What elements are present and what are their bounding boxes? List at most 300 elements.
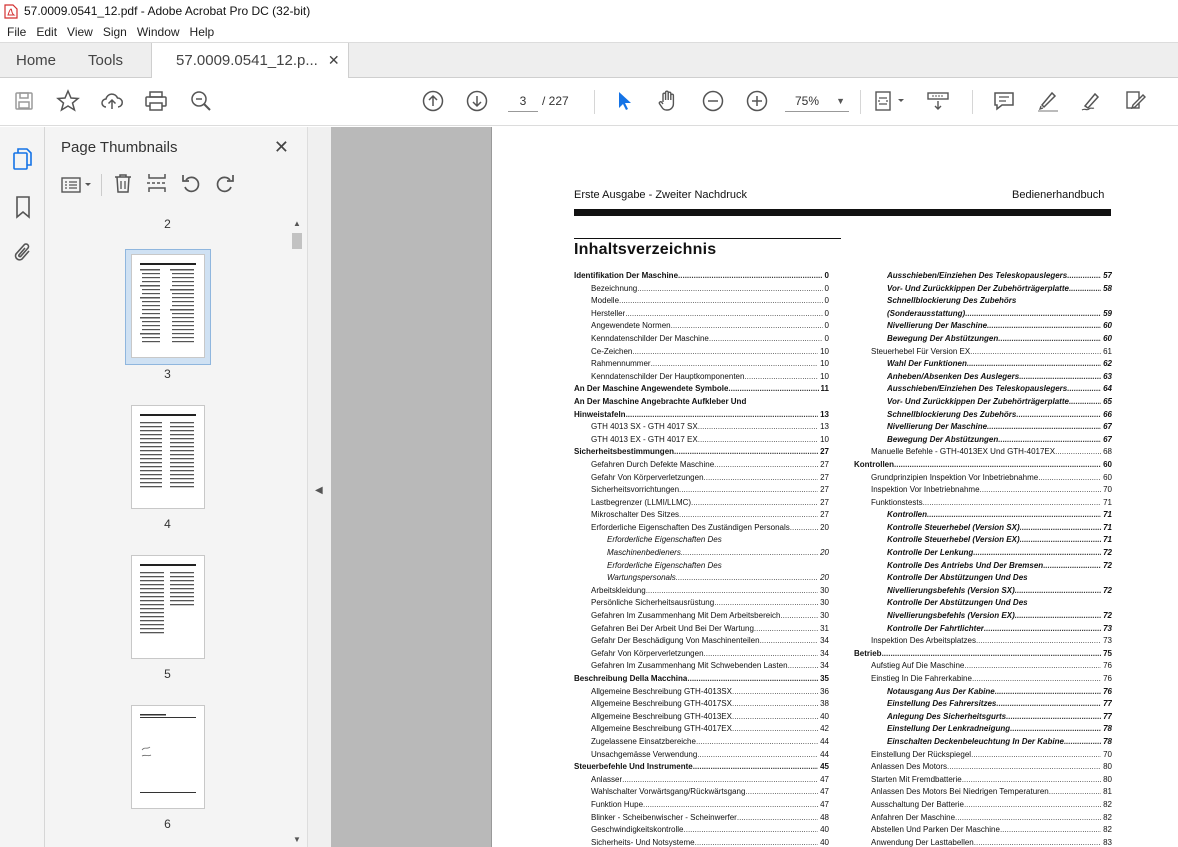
toc-entry[interactable] <box>854 560 1112 573</box>
toc-page-number: 82 <box>1103 825 1112 835</box>
page-total: / 227 <box>542 94 569 108</box>
page-thumbnail-3[interactable] <box>131 254 205 358</box>
toc-entry[interactable] <box>574 799 829 812</box>
toc-leader-dots <box>732 711 818 724</box>
toc-entry[interactable] <box>854 320 1112 333</box>
toc-leader-dots <box>637 283 822 296</box>
window-title: 57.0009.0541_12.pdf - Adobe Acrobat Pro DC (32-bit) <box>24 4 311 18</box>
scroll-mode-icon[interactable] <box>925 88 951 114</box>
upload-cloud-icon[interactable] <box>99 88 125 114</box>
toc-entry[interactable] <box>854 295 1112 308</box>
toc-column-left <box>574 270 829 847</box>
toc-entry[interactable] <box>854 270 1112 283</box>
toc-entry[interactable] <box>854 610 1112 623</box>
toc-entry-title: Bewegung Der Abstützungen <box>887 333 999 343</box>
toc-entry[interactable] <box>574 660 829 673</box>
toc-entry[interactable] <box>574 761 829 774</box>
toc-leader-dots <box>697 749 818 762</box>
toc-entry[interactable] <box>854 383 1112 396</box>
title-bar <box>0 0 1178 22</box>
toc-leader-dots <box>643 799 818 812</box>
toolbar-divider <box>860 90 861 114</box>
toc-entry[interactable] <box>574 472 829 485</box>
toc-entry[interactable] <box>854 736 1112 749</box>
toc-entry-title: Ausschieben/Einziehen Des Teleskopauslegers <box>887 384 1068 394</box>
toc-entry-title: Wahlschalter Vorwärtsgang/Rückwärtsgang <box>591 787 746 797</box>
toc-leader-dots <box>693 761 818 774</box>
toc-entry[interactable] <box>574 333 829 346</box>
hand-tool-icon[interactable] <box>655 88 681 114</box>
toc-leader-dots <box>671 320 823 333</box>
select-cursor-icon[interactable] <box>612 88 638 114</box>
toc-leader-dots <box>737 812 818 825</box>
highlight-pen-icon[interactable] <box>1035 88 1061 114</box>
toc-entry-title: Kontrolle Der Abstützungen Und Des <box>887 598 1028 608</box>
toc-entry-title: Einstellung Der Rückspiegel <box>871 749 972 759</box>
toc-entry[interactable] <box>574 837 829 847</box>
thumbnail-label: 6 <box>164 817 171 831</box>
toc-page-number: 60 <box>1103 472 1112 482</box>
panel-toolbar <box>45 167 307 203</box>
page-thumbnail-5[interactable] <box>131 555 205 659</box>
toc-page-number: 20 <box>820 522 829 532</box>
toc-entry[interactable] <box>574 673 829 686</box>
toc-page-number: 0 <box>824 308 829 318</box>
toc-entry[interactable] <box>574 711 829 724</box>
toc-page-number: 71 <box>1103 535 1112 545</box>
toc-entry[interactable] <box>574 459 829 472</box>
toc-leader-dots <box>714 459 818 472</box>
toc-entry-title: Betrieb <box>854 648 882 658</box>
toc-page-number: 0 <box>824 283 829 293</box>
toc-leader-dots <box>687 673 818 686</box>
toc-leader-dots <box>622 774 818 787</box>
toc-entry-title: Wartungspersonals <box>607 573 676 583</box>
toc-entry[interactable] <box>574 648 829 661</box>
toc-entry-title: Inspektion Des Arbeitsplatzes <box>871 636 976 646</box>
toc-entry[interactable] <box>574 547 829 560</box>
toc-leader-dots <box>732 698 818 711</box>
toc-page-number: 57 <box>1103 271 1112 280</box>
toc-page-number: 27 <box>820 447 829 457</box>
toc-entry[interactable] <box>854 283 1112 296</box>
toc-entry-title: An Der Maschine Angewendete Symbole <box>574 384 729 394</box>
extract-pages-icon[interactable] <box>146 172 168 199</box>
toc-entry[interactable] <box>574 383 829 396</box>
toc-entry[interactable] <box>854 409 1112 422</box>
toc-entry[interactable] <box>854 446 1112 459</box>
toc-entry-title: Anlasser <box>591 774 623 784</box>
toc-entry[interactable] <box>574 421 829 434</box>
toc-entry[interactable] <box>854 585 1112 598</box>
toc-page-number: 36 <box>820 686 829 696</box>
scroll-down-icon[interactable]: ▼ <box>293 835 301 844</box>
menu-bar <box>0 22 1178 42</box>
toc-leader-dots <box>947 761 1101 774</box>
toc-entry[interactable] <box>574 446 829 459</box>
toc-entry[interactable] <box>854 597 1112 610</box>
toc-entry-title: Kontrolle Der Lenkung <box>887 548 974 558</box>
toc-leader-dots <box>684 824 819 837</box>
toc-entry[interactable] <box>574 698 829 711</box>
toc-entry[interactable] <box>574 635 829 648</box>
toc-page-number: 72 <box>1103 560 1112 570</box>
toc-entry-title: Gefahren Im Zusammenhang Mit Schwebenden Lasten <box>591 661 788 671</box>
toc-leader-dots <box>698 421 818 434</box>
toc-leader-dots <box>626 409 819 422</box>
toc-leader-dots <box>996 698 1101 711</box>
toc-leader-dots <box>681 547 818 560</box>
panel-divider <box>101 174 102 196</box>
menu-edit[interactable]: Edit <box>36 25 58 39</box>
toc-entry[interactable] <box>854 686 1112 699</box>
toc-leader-dots <box>1015 610 1101 623</box>
toc-entry[interactable] <box>574 320 829 333</box>
toc-entry-title: Persönliche Sicherheitsausrüstung <box>591 598 715 608</box>
toc-entry-title: Kontrollen <box>887 510 927 520</box>
toc-entry[interactable] <box>854 396 1112 409</box>
toc-entry-title: Vor- Und Zurückkippen Der Zubehörträgerplatte <box>887 283 1069 293</box>
toc-leader-dots <box>744 371 818 384</box>
toc-page-number: 62 <box>1103 359 1112 369</box>
thumbnail-scrollbar[interactable] <box>290 219 304 847</box>
toc-entry-title: Angewendete Normen <box>591 321 671 331</box>
toc-leader-dots <box>1016 409 1101 422</box>
toc-leader-dots <box>754 623 818 636</box>
toc-entry[interactable] <box>854 824 1112 837</box>
toc-entry[interactable] <box>854 761 1112 774</box>
toc-entry[interactable] <box>854 837 1112 847</box>
bookmark-star-icon[interactable] <box>55 88 81 114</box>
toc-entry-title: Gefahr Von Körperverletzungen <box>591 648 704 658</box>
toc-page-number: 10 <box>820 371 829 381</box>
scrollbar-thumb[interactable] <box>292 233 302 249</box>
toc-entry-title: Grundprinzipien Inspektion Vor Inbetriebnahme <box>871 472 1039 482</box>
menu-help[interactable]: Help <box>189 25 215 39</box>
page-thumbnails-panel <box>45 127 307 847</box>
panel-title: Page Thumbnails <box>61 138 178 156</box>
toc-page-number: 13 <box>820 422 829 432</box>
menu-view[interactable]: View <box>67 25 93 39</box>
toc-entry-title: Hersteller <box>591 308 626 318</box>
toc-leader-dots <box>980 484 1102 497</box>
toc-entry-title: Rahmennummer <box>591 359 651 369</box>
toc-entry[interactable] <box>854 749 1112 762</box>
toc-entry[interactable] <box>854 371 1112 384</box>
page-thumbnails-icon[interactable] <box>12 147 34 176</box>
toc-page-number: 76 <box>1103 661 1112 671</box>
toc-entry[interactable] <box>574 585 829 598</box>
toc-entry[interactable] <box>574 812 829 825</box>
toc-entry-title: Mikroschalter Des Sitzes <box>591 510 680 520</box>
toc-entry-title: Schnellblockierung Des Zubehörs <box>887 409 1017 419</box>
toc-leader-dots <box>679 509 818 522</box>
toc-leader-dots <box>965 308 1101 321</box>
toc-entry-title: Allgemeine Beschreibung GTH-4013EX <box>591 711 732 721</box>
toc-entry[interactable] <box>854 648 1112 661</box>
pdf-file-icon <box>4 4 18 19</box>
toc-leader-dots <box>728 383 818 396</box>
toc-entry[interactable] <box>854 786 1112 799</box>
toc-entry[interactable] <box>854 497 1112 510</box>
tab-document[interactable] <box>151 43 349 78</box>
toc-leader-dots <box>696 736 818 749</box>
toc-entry-title: Allgemeine Beschreibung GTH-4013SX <box>591 686 732 696</box>
toc-entry[interactable] <box>574 824 829 837</box>
toc-entry-title: Einstellung Des Fahrersitzes <box>887 699 997 709</box>
toc-entry[interactable] <box>854 484 1112 497</box>
toc-entry[interactable] <box>854 421 1112 434</box>
panel-header <box>45 127 307 167</box>
toc-entry[interactable] <box>574 686 829 699</box>
toc-page-number: 0 <box>824 296 829 306</box>
toc-page-number: 27 <box>820 485 829 495</box>
fill-sign-icon[interactable] <box>1123 88 1149 114</box>
toc-entry[interactable] <box>574 509 829 522</box>
toc-page-number: 0 <box>824 271 829 280</box>
toc-entry-title: Zugelassene Einsatzbereiche <box>591 736 696 746</box>
tab-bar <box>0 42 1178 78</box>
main-toolbar <box>0 78 1178 126</box>
previous-page-icon[interactable] <box>420 88 446 114</box>
toc-entry[interactable] <box>854 308 1112 321</box>
toc-entry[interactable] <box>574 560 829 573</box>
toc-leader-dots <box>1020 522 1101 535</box>
toc-entry[interactable] <box>574 434 829 447</box>
toc-entry[interactable] <box>854 522 1112 535</box>
sign-pen-icon[interactable] <box>1079 88 1105 114</box>
toc-entry-title: Geschwindigkeitskontrolle <box>591 825 684 835</box>
toc-entry-title: Gefahren Im Zusammenhang Mit Dem Arbeitsbereich <box>591 611 781 621</box>
toc-page-number: 30 <box>820 585 829 595</box>
toc-entry[interactable] <box>574 409 829 422</box>
toc-page-number: 60 <box>1103 321 1112 331</box>
toc-entry[interactable] <box>854 673 1112 686</box>
toc-entry[interactable] <box>574 270 829 283</box>
rotate-counterclockwise-icon[interactable] <box>180 172 202 199</box>
toc-entry[interactable] <box>854 799 1112 812</box>
toc-page-number: 71 <box>1103 522 1112 532</box>
toc-leader-dots <box>1000 824 1101 837</box>
tab-home[interactable]: Home <box>16 51 57 69</box>
toc-entry[interactable] <box>574 283 829 296</box>
toc-entry[interactable] <box>574 786 829 799</box>
toc-leader-dots <box>987 320 1101 333</box>
panel-splitter[interactable] <box>307 127 331 847</box>
toc-leader-dots <box>998 434 1101 447</box>
toc-entry[interactable] <box>574 610 829 623</box>
toc-entry[interactable] <box>854 635 1112 648</box>
toc-entry-title: Funktionstests <box>871 497 923 507</box>
fit-page-icon[interactable] <box>870 88 910 114</box>
toc-entry-title: Modelle <box>591 296 620 306</box>
comment-icon[interactable] <box>991 88 1017 114</box>
toc-leader-dots <box>732 723 818 736</box>
toc-entry[interactable] <box>574 749 829 762</box>
toc-entry[interactable] <box>854 698 1112 711</box>
toc-leader-dots <box>714 597 818 610</box>
toc-entry[interactable] <box>574 774 829 787</box>
zoom-out-icon[interactable] <box>700 88 726 114</box>
toc-entry-title: Vor- Und Zurückkippen Der Zubehörträgerplatte <box>887 396 1069 406</box>
toc-entry[interactable] <box>574 623 829 636</box>
toc-page-number: 47 <box>820 787 829 797</box>
close-panel-icon[interactable]: ✕ <box>273 137 289 157</box>
toc-page-number: 76 <box>1103 686 1112 696</box>
toc-entry[interactable] <box>574 723 829 736</box>
toc-page-number: 44 <box>820 736 829 746</box>
toc-leader-dots <box>646 585 818 598</box>
toc-entry[interactable] <box>574 736 829 749</box>
document-view[interactable] <box>331 127 1178 847</box>
toc-page-number: 82 <box>1103 812 1112 822</box>
toc-entry[interactable] <box>854 534 1112 547</box>
toc-entry-title: Kontrolle Steuerhebel (Version SX) <box>887 522 1020 532</box>
toc-leader-dots <box>788 660 819 673</box>
save-icon[interactable] <box>11 88 37 114</box>
toc-entry-title: Schnellblockierung Des Zubehörs <box>887 296 1017 306</box>
toc-entry-title: Anwendung Der Lasttabellen <box>871 837 974 847</box>
toc-page-number: 83 <box>1103 837 1112 847</box>
toc-page-number: 65 <box>1103 396 1112 406</box>
toc-entry-title: (Sonderausstattung) <box>887 308 966 318</box>
toc-page-number: 70 <box>1103 485 1112 495</box>
print-icon[interactable] <box>143 88 169 114</box>
toc-entry-title: Gefahren Bei Der Arbeit Und Bei Der Wartung <box>591 623 754 633</box>
toc-entry[interactable] <box>854 459 1112 472</box>
toc-page-number: 42 <box>820 724 829 734</box>
toc-entry[interactable] <box>574 484 829 497</box>
toc-page-number: 60 <box>1103 333 1112 343</box>
toc-entry[interactable] <box>854 623 1112 636</box>
toc-entry[interactable] <box>854 774 1112 787</box>
toc-leader-dots <box>632 346 818 359</box>
zoom-level-select[interactable] <box>785 90 849 112</box>
close-tab-icon[interactable]: ✕ <box>327 52 340 68</box>
toc-leader-dots <box>651 358 819 371</box>
toc-entry-title: Funktion Hupe <box>591 799 644 809</box>
toc-page-number: 47 <box>820 799 829 809</box>
toc-leader-dots <box>1015 585 1101 598</box>
tab-document-label: 57.0009.0541_12.p... <box>176 52 318 69</box>
toc-entry[interactable] <box>854 434 1112 447</box>
delete-page-icon[interactable] <box>112 172 134 199</box>
toc-leader-dots <box>1067 270 1101 283</box>
thumbnail-options-icon[interactable] <box>61 175 93 195</box>
toc-entry[interactable] <box>854 711 1112 724</box>
bookmarks-icon[interactable] <box>14 195 32 224</box>
toc-page-number: 73 <box>1103 623 1112 633</box>
rotate-clockwise-icon[interactable] <box>214 172 236 199</box>
toc-entry[interactable] <box>854 358 1112 371</box>
page-thumbnail-4[interactable] <box>131 405 205 509</box>
toc-leader-dots <box>709 333 823 346</box>
toc-entry[interactable] <box>574 572 829 585</box>
toc-entry-title: Kenndatenschilder Der Maschine <box>591 333 709 343</box>
toc-entry[interactable] <box>574 371 829 384</box>
toc-entry[interactable] <box>574 358 829 371</box>
toc-page-number: 70 <box>1103 749 1112 759</box>
menu-sign[interactable]: Sign <box>102 25 127 39</box>
toc-page-number: 68 <box>1103 447 1112 457</box>
menu-file[interactable]: File <box>7 25 27 39</box>
toc-entry[interactable] <box>574 497 829 510</box>
toc-entry[interactable] <box>854 333 1112 346</box>
toc-leader-dots <box>974 837 1101 847</box>
toc-entry[interactable] <box>854 572 1112 585</box>
collapse-panel-icon[interactable]: ◀ <box>315 485 323 496</box>
toc-leader-dots <box>704 648 819 661</box>
toc-entry-title: Nivellierungsbefehls (Version EX) <box>887 611 1015 621</box>
toc-entry[interactable] <box>574 534 829 547</box>
thumbnail-label: 4 <box>164 517 171 531</box>
tab-tools[interactable]: Tools <box>88 51 124 69</box>
toc-entry-title: Anfahren Der Maschine <box>871 812 956 822</box>
attachments-icon[interactable] <box>12 241 34 270</box>
toc-title: Inhaltsverzeichnis <box>574 241 717 258</box>
toc-leader-dots <box>676 572 818 585</box>
thumbnail-label: 5 <box>164 667 171 681</box>
toc-leader-dots <box>760 635 819 648</box>
search-zoom-icon[interactable] <box>188 88 214 114</box>
toc-entry-title: Kontrollen <box>854 459 894 469</box>
toc-entry-title: Nivellierung Der Maschine <box>887 321 988 331</box>
toc-entry[interactable] <box>854 660 1112 673</box>
toc-page-number: 47 <box>820 774 829 784</box>
toc-entry-title: Erforderliche Eigenschaften Des Zuständigen Personals <box>591 522 790 532</box>
toc-entry[interactable] <box>854 472 1112 485</box>
toc-entry[interactable] <box>854 509 1112 522</box>
toc-entry[interactable] <box>854 723 1112 736</box>
toc-leader-dots <box>964 799 1101 812</box>
toc-entry-title: Abstellen Und Parken Der Maschine <box>871 825 1000 835</box>
toc-entry[interactable] <box>854 812 1112 825</box>
toc-entry[interactable] <box>854 346 1112 359</box>
toc-entry[interactable] <box>574 522 829 535</box>
toc-page-number: 40 <box>820 825 829 835</box>
toc-leader-dots <box>962 774 1101 787</box>
thumbnail-label: 3 <box>164 367 171 381</box>
toc-entry-title: Einschalten Deckenbeleuchtung In Der Kabine <box>887 736 1064 746</box>
toc-entry[interactable] <box>574 396 829 409</box>
page-thumbnail-6[interactable] <box>131 705 205 809</box>
toc-entry[interactable] <box>574 308 829 321</box>
toc-entry[interactable] <box>574 597 829 610</box>
toc-leader-dots <box>984 623 1101 636</box>
menu-window[interactable]: Window <box>136 25 180 39</box>
toc-leader-dots <box>972 673 1101 686</box>
toc-entry-title: Notausgang Aus Der Kabine <box>887 686 995 696</box>
toc-leader-dots <box>674 446 818 459</box>
page-number-input[interactable]: 3 <box>508 90 538 112</box>
toc-entry[interactable] <box>574 295 829 308</box>
zoom-in-icon[interactable] <box>744 88 770 114</box>
toc-leader-dots <box>1049 786 1101 799</box>
toc-entry-title: Ausschieben/Einziehen Des Teleskopauslegers <box>887 271 1068 280</box>
scroll-up-icon[interactable]: ▲ <box>293 219 301 228</box>
toc-leader-dots <box>976 635 1101 648</box>
zoom-level-value: 75% <box>795 94 820 108</box>
next-page-icon[interactable] <box>464 88 490 114</box>
toc-page-number: 38 <box>820 699 829 709</box>
toc-page-number: 34 <box>820 661 829 671</box>
toc-page-number: 40 <box>820 837 829 847</box>
toc-leader-dots <box>679 484 818 497</box>
toc-entry[interactable] <box>854 547 1112 560</box>
toc-entry-title: Kenndatenschilder Der Hauptkomponenten <box>591 371 745 381</box>
toc-entry[interactable] <box>574 346 829 359</box>
toc-entry-title: Blinker - Scheibenwischer - Scheinwerfer <box>591 812 737 822</box>
